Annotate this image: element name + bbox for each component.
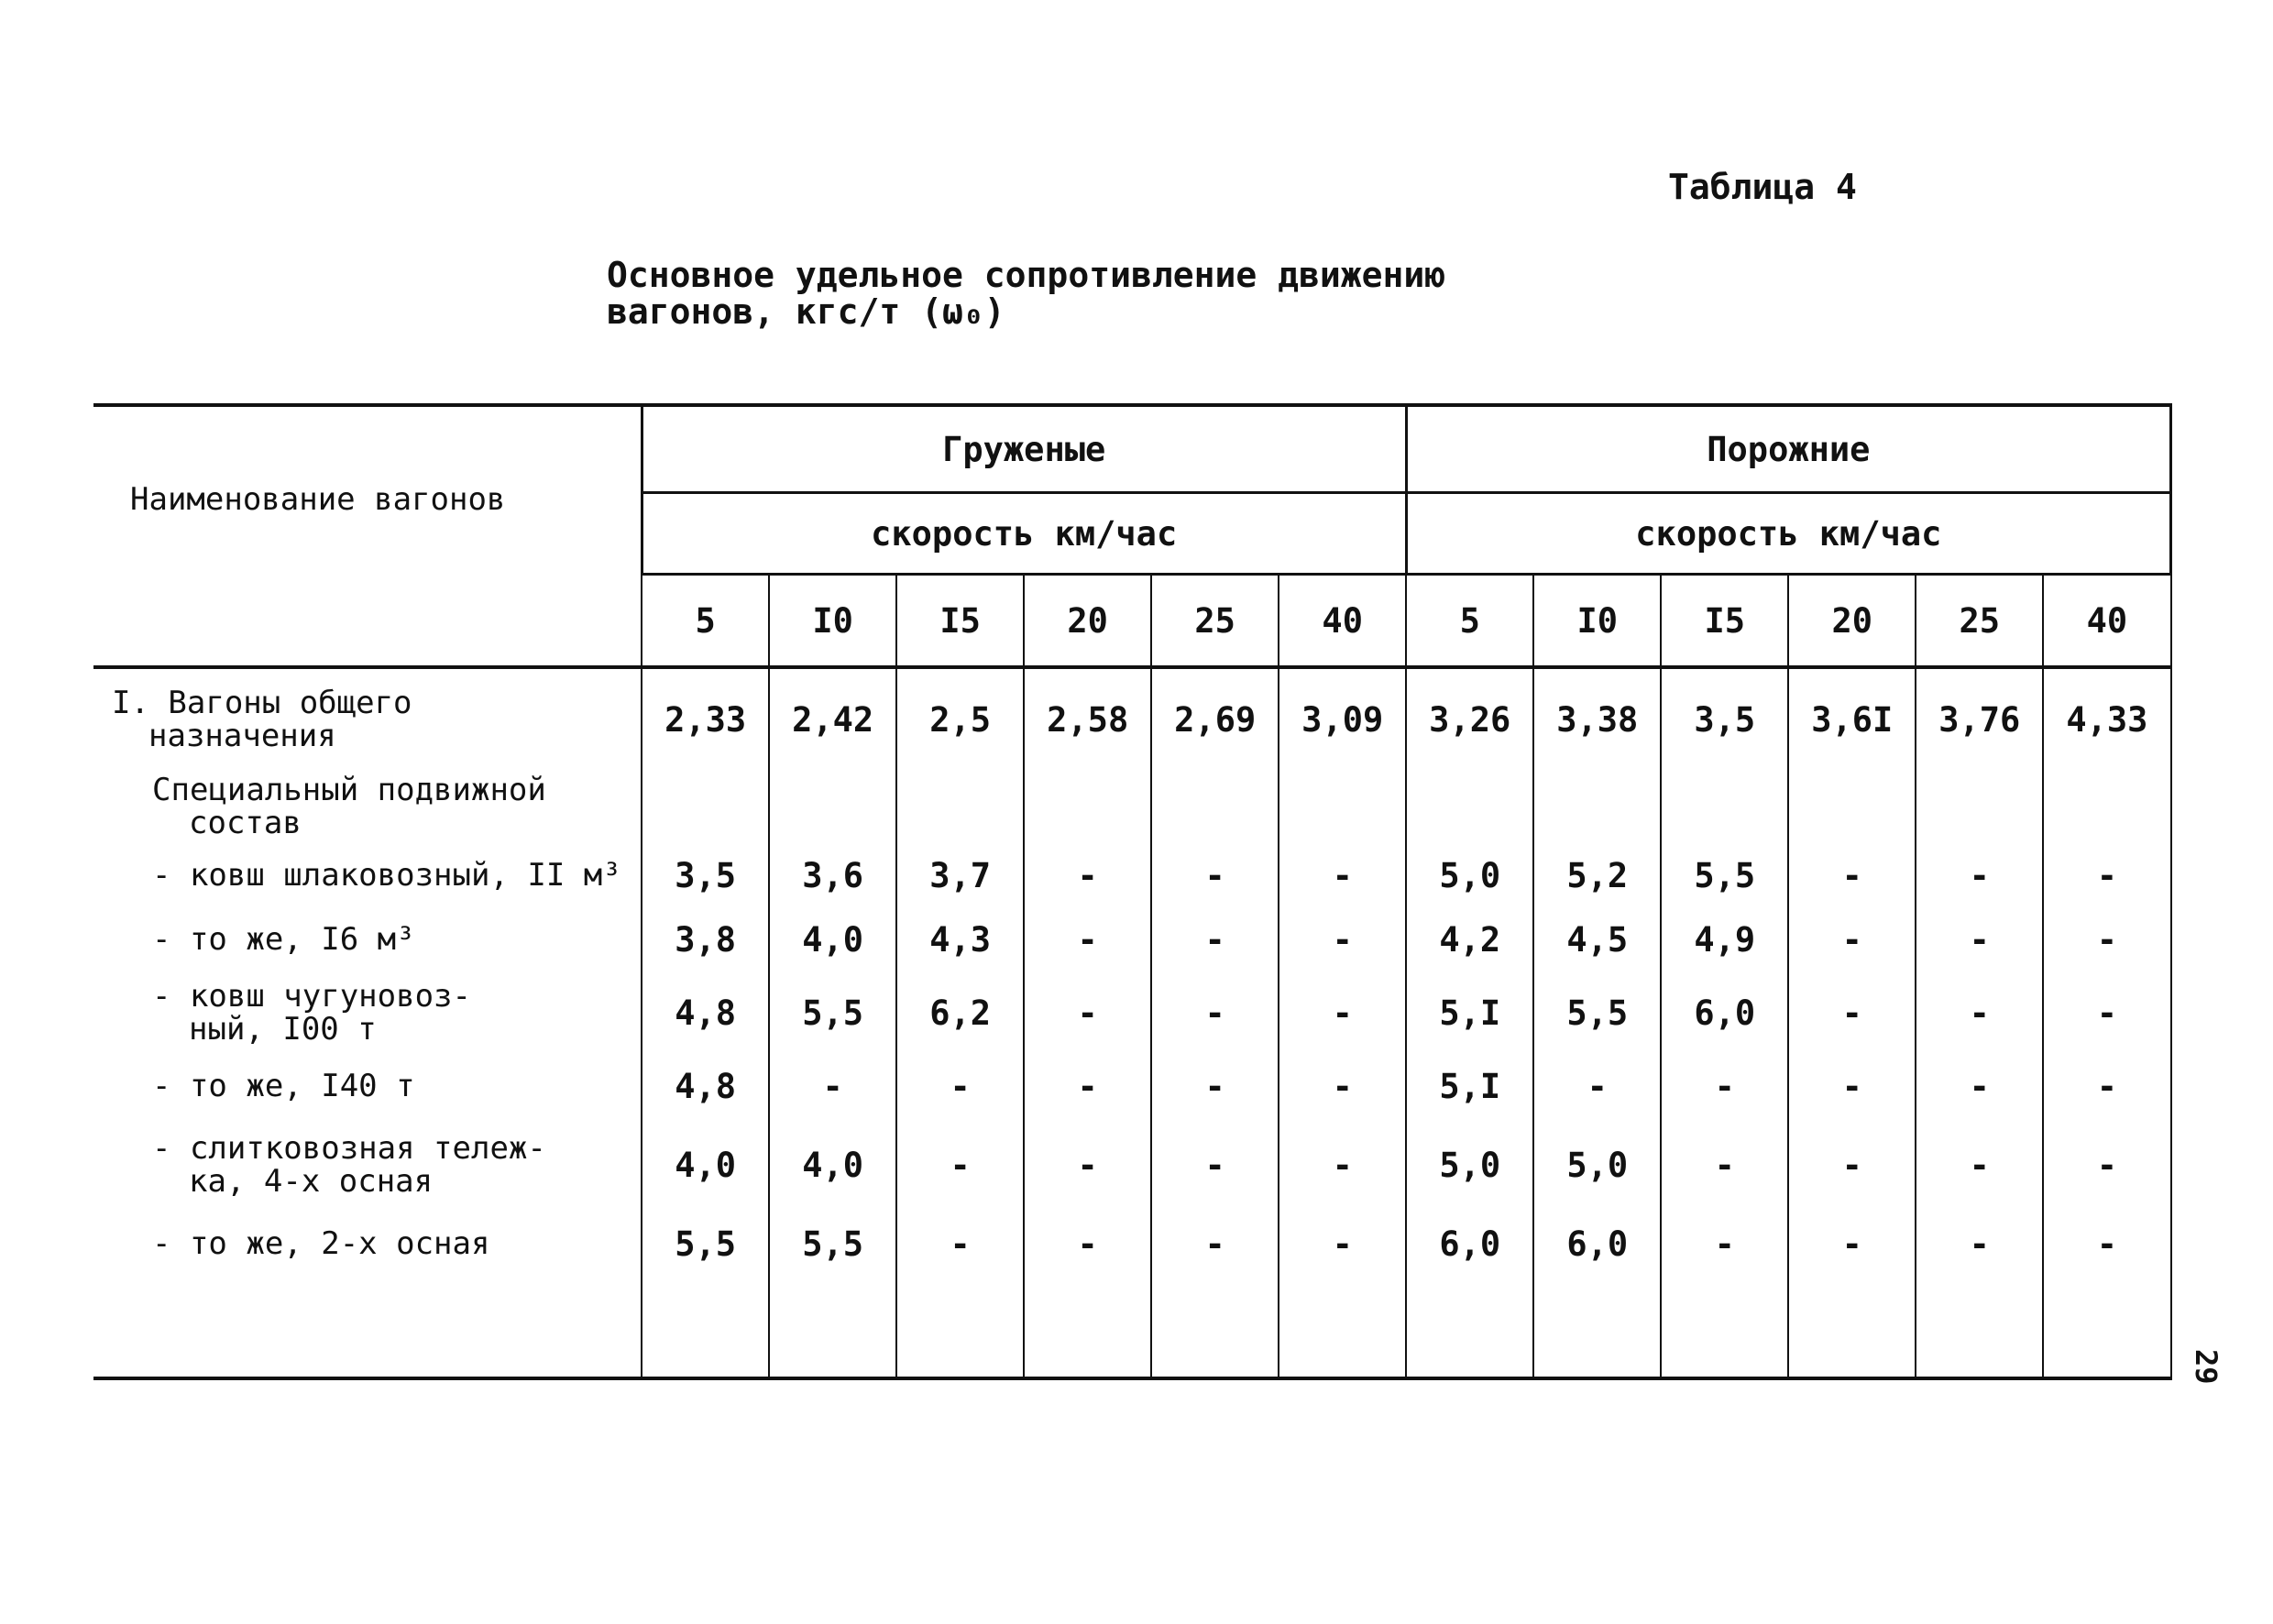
spacer-cell <box>1406 1276 1533 1378</box>
value-cell: 2,33 <box>642 667 769 770</box>
table-row <box>93 843 2171 907</box>
value-cell: 4,9 <box>1661 907 1788 971</box>
value-cell: 5,I <box>1406 971 1533 1054</box>
value-cell: 3,8 <box>642 907 769 971</box>
value-cell: - <box>896 1212 1024 1276</box>
value-cell: - <box>1788 843 1916 907</box>
value-cell: 6,2 <box>896 971 1024 1054</box>
value-cell <box>2043 770 2170 843</box>
name-column-header: Наименование вагонов <box>130 481 506 518</box>
value-cell: 4,8 <box>642 1054 769 1118</box>
value-cell: 2,5 <box>896 667 1024 770</box>
value-cell: - <box>1788 907 1916 971</box>
table-body <box>93 667 2171 1378</box>
speed-header-cell: I5 <box>896 575 1024 668</box>
value-cell: - <box>896 1054 1024 1118</box>
value-cell: - <box>1916 1212 2043 1276</box>
value-cell: 6,0 <box>1533 1212 1661 1276</box>
value-cell: 5,0 <box>1406 843 1533 907</box>
value-cell: - <box>896 1118 1024 1212</box>
row-name-cell <box>93 907 642 971</box>
value-cell <box>896 770 1024 843</box>
value-cell: - <box>1279 843 1406 907</box>
speed-header-cell: 40 <box>1279 575 1406 668</box>
spacer-cell <box>642 1276 769 1378</box>
spacer-cell <box>2043 1276 2170 1378</box>
value-cell: - <box>1916 1118 2043 1212</box>
speed-header-cell: I5 <box>1661 575 1788 668</box>
value-cell: 5,0 <box>1406 1118 1533 1212</box>
page-number: 29 <box>2189 1349 2224 1385</box>
value-cell: - <box>2043 1118 2170 1212</box>
speed-header-cell: 25 <box>1916 575 2043 668</box>
value-cell: - <box>1024 843 1151 907</box>
speed-header-cell: 40 <box>2043 575 2170 668</box>
spacer-cell <box>896 1276 1024 1378</box>
value-cell: - <box>2043 907 2170 971</box>
resistance-table <box>93 403 2172 1380</box>
value-cell: 5,5 <box>642 1212 769 1276</box>
value-cell: 3,26 <box>1406 667 1533 770</box>
value-cell: 5,5 <box>769 1212 896 1276</box>
spacer-cell <box>93 1276 642 1378</box>
value-cell: - <box>1024 1212 1151 1276</box>
value-cell: 5,5 <box>769 971 896 1054</box>
spacer-cell <box>1151 1276 1279 1378</box>
value-cell: - <box>1279 907 1406 971</box>
value-cell: - <box>1024 907 1151 971</box>
row-name-line-1: - то же, I40 т <box>152 1068 415 1104</box>
value-cell: 6,0 <box>1661 971 1788 1054</box>
speed-header-cell: I0 <box>1533 575 1661 668</box>
table-row <box>93 1054 2171 1118</box>
row-name-cell <box>93 971 642 1054</box>
value-cell: 3,5 <box>642 843 769 907</box>
row-name-line-1: - то же, I6 м³ <box>152 921 415 958</box>
speed-header-cell: 5 <box>642 575 769 668</box>
table-header <box>93 405 2171 667</box>
value-cell <box>1788 770 1916 843</box>
value-cell: - <box>1024 1054 1151 1118</box>
speed-header-cell: 20 <box>1024 575 1151 668</box>
value-cell: 5,5 <box>1661 843 1788 907</box>
value-cell <box>1533 770 1661 843</box>
speed-header-cell: 5 <box>1406 575 1533 668</box>
table-spacer-row <box>93 1276 2171 1378</box>
row-name-cell <box>93 1054 642 1118</box>
value-cell: 4,0 <box>642 1118 769 1212</box>
value-cell: 5,0 <box>1533 1118 1661 1212</box>
value-cell <box>1024 770 1151 843</box>
table-row <box>93 1212 2171 1276</box>
value-cell: - <box>1151 1212 1279 1276</box>
value-cell: 4,2 <box>1406 907 1533 971</box>
speed-header-empty: скорость км/час <box>1406 493 2170 575</box>
table-row <box>93 1118 2171 1212</box>
value-cell: - <box>1916 1054 2043 1118</box>
group-header-empty: Порожние <box>1406 405 2170 493</box>
spacer-cell <box>1279 1276 1406 1378</box>
value-cell: - <box>1916 843 2043 907</box>
speed-header-cell: 20 <box>1788 575 1916 668</box>
row-name-line-2: состав <box>189 805 302 841</box>
value-cell: 3,38 <box>1533 667 1661 770</box>
spacer-cell <box>1661 1276 1788 1378</box>
speed-header-loaded: скорость км/час <box>642 493 1406 575</box>
resistance-table-container <box>93 403 2172 1380</box>
value-cell <box>1406 770 1533 843</box>
value-cell: 3,6 <box>769 843 896 907</box>
value-cell: - <box>2043 1212 2170 1276</box>
value-cell: 5,2 <box>1533 843 1661 907</box>
value-cell <box>1661 770 1788 843</box>
row-name-line-2: ка, 4-х осная <box>189 1163 434 1200</box>
document-title <box>607 257 1445 330</box>
value-cell: 4,0 <box>769 1118 896 1212</box>
spacer-cell <box>1024 1276 1151 1378</box>
value-cell: 3,6I <box>1788 667 1916 770</box>
value-cell: - <box>1788 971 1916 1054</box>
value-cell: - <box>1916 907 2043 971</box>
value-cell: 2,69 <box>1151 667 1279 770</box>
row-name-line-1: I. Вагоны общего <box>112 685 412 721</box>
value-cell: - <box>1533 1054 1661 1118</box>
spacer-cell <box>1533 1276 1661 1378</box>
row-name-cell <box>93 667 642 770</box>
value-cell: - <box>1788 1212 1916 1276</box>
value-cell: 2,42 <box>769 667 896 770</box>
value-cell: - <box>1024 971 1151 1054</box>
speed-header-cell: 25 <box>1151 575 1279 668</box>
value-cell: 5,5 <box>1533 971 1661 1054</box>
value-cell: 3,5 <box>1661 667 1788 770</box>
row-name-line-1: - то же, 2-х осная <box>152 1225 490 1262</box>
table-row <box>93 667 2171 770</box>
value-cell: - <box>1279 971 1406 1054</box>
value-cell: - <box>1279 1118 1406 1212</box>
value-cell: - <box>2043 843 2170 907</box>
value-cell: - <box>1279 1212 1406 1276</box>
spacer-cell <box>1916 1276 2043 1378</box>
value-cell: - <box>1661 1212 1788 1276</box>
value-cell: - <box>1024 1118 1151 1212</box>
value-cell: - <box>1788 1118 1916 1212</box>
row-name-line-2: назначения <box>148 718 336 754</box>
spacer-cell <box>769 1276 896 1378</box>
row-name-cell <box>93 843 642 907</box>
value-cell: 4,3 <box>896 907 1024 971</box>
value-cell: - <box>1151 843 1279 907</box>
row-name-line-2: ный, I00 т <box>189 1011 377 1048</box>
value-cell: 5,I <box>1406 1054 1533 1118</box>
title-line-2: вагонов, кгс/т (ω₀) <box>607 291 1005 332</box>
row-name-cell <box>93 770 642 843</box>
table-row <box>93 770 2171 843</box>
value-cell: - <box>2043 971 2170 1054</box>
group-header-loaded: Груженые <box>642 405 1406 493</box>
value-cell: - <box>1661 1054 1788 1118</box>
value-cell <box>1151 770 1279 843</box>
value-cell: - <box>1151 1054 1279 1118</box>
title-line-1: Основное удельное сопротивление движению <box>607 255 1446 295</box>
value-cell: - <box>1279 1054 1406 1118</box>
value-cell: 4,8 <box>642 971 769 1054</box>
value-cell: - <box>769 1054 896 1118</box>
value-cell: - <box>1788 1054 1916 1118</box>
table-row <box>93 971 2171 1054</box>
table-row <box>93 907 2171 971</box>
row-name-line-1: - слитковозная тележ- <box>152 1130 546 1167</box>
speed-header-cell: I0 <box>769 575 896 668</box>
value-cell <box>769 770 896 843</box>
value-cell <box>1916 770 2043 843</box>
row-name-line-1: Специальный подвижной <box>152 772 546 808</box>
value-cell: 4,33 <box>2043 667 2170 770</box>
value-cell: 3,09 <box>1279 667 1406 770</box>
value-cell: 4,5 <box>1533 907 1661 971</box>
value-cell: 6,0 <box>1406 1212 1533 1276</box>
value-cell: - <box>1151 971 1279 1054</box>
value-cell: - <box>1916 971 2043 1054</box>
value-cell <box>1279 770 1406 843</box>
row-name-line-1: - ковш чугуновоз- <box>152 978 471 1015</box>
value-cell: - <box>1661 1118 1788 1212</box>
value-cell: - <box>1151 907 1279 971</box>
table-label: Таблица 4 <box>1668 167 1857 207</box>
value-cell: 3,7 <box>896 843 1024 907</box>
value-cell: 2,58 <box>1024 667 1151 770</box>
spacer-cell <box>1788 1276 1916 1378</box>
row-name-cell <box>93 1212 642 1276</box>
value-cell: 4,0 <box>769 907 896 971</box>
value-cell: 3,76 <box>1916 667 2043 770</box>
row-name-line-1: - ковш шлаковозный, II м³ <box>152 857 621 894</box>
row-name-cell <box>93 1118 642 1212</box>
value-cell <box>642 770 769 843</box>
value-cell: - <box>2043 1054 2170 1118</box>
value-cell: - <box>1151 1118 1279 1212</box>
